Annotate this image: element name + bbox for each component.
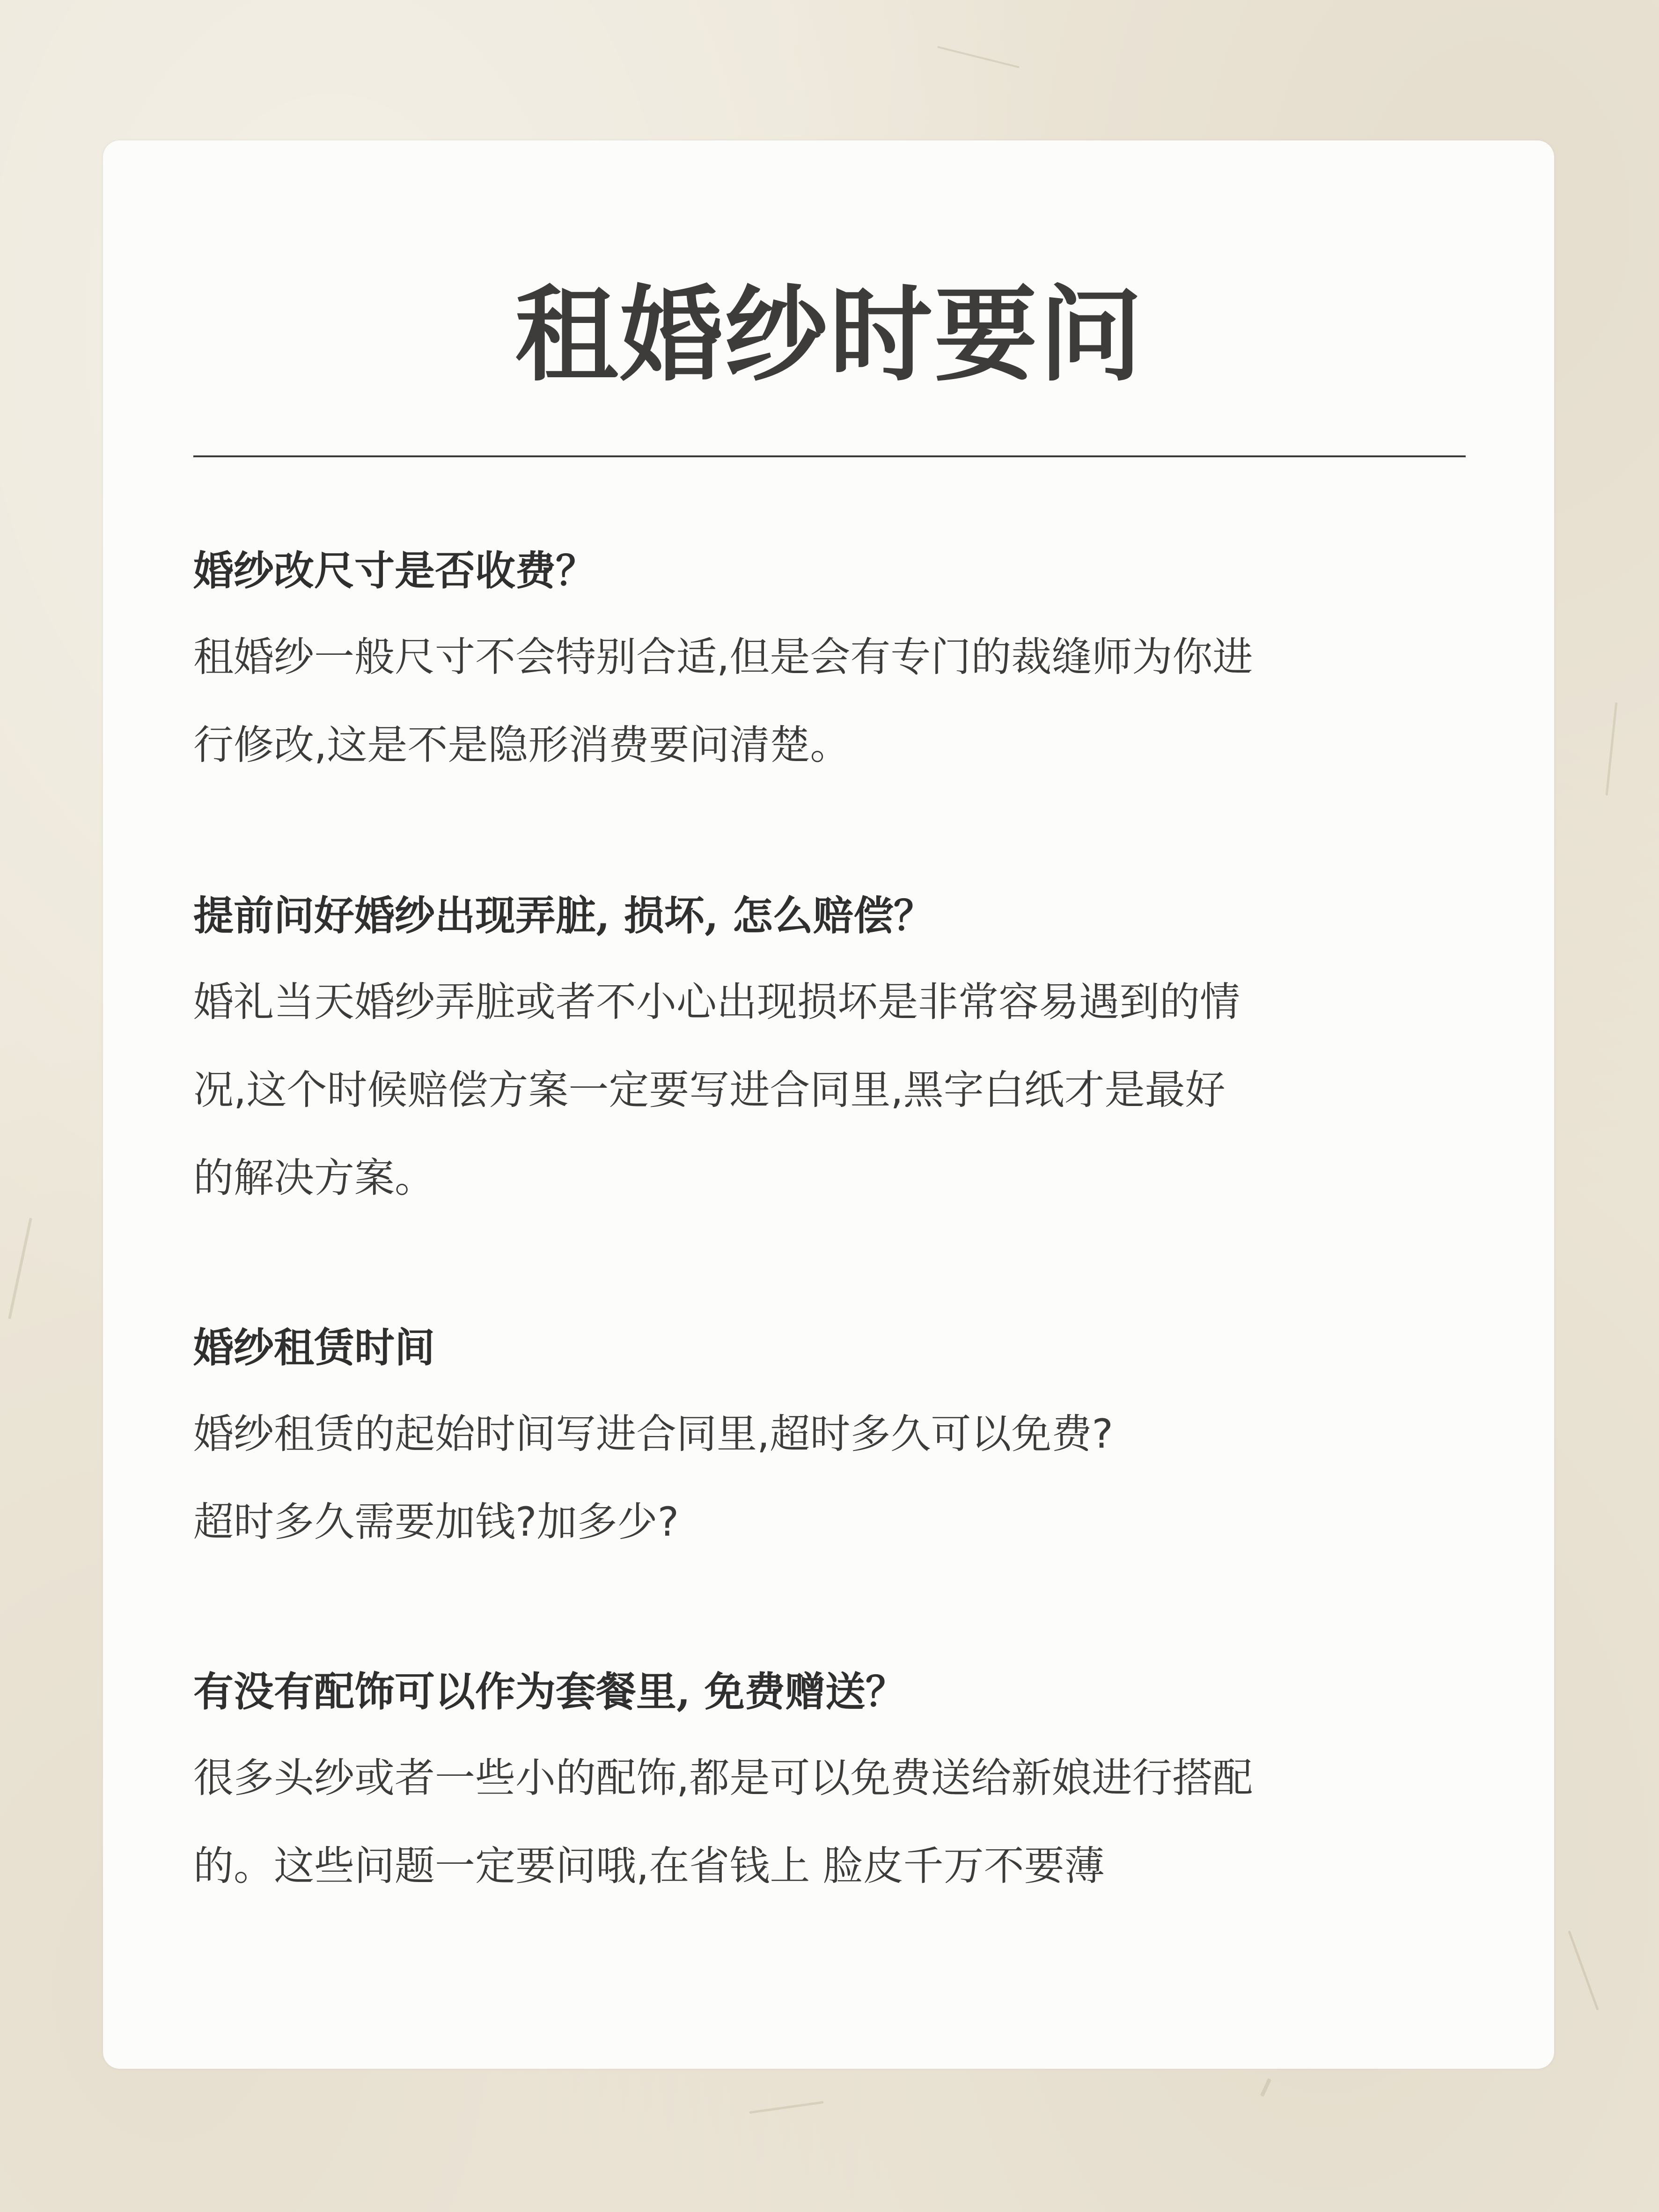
paper-fiber	[937, 46, 1020, 68]
paper-fiber	[1568, 1931, 1599, 2011]
section-damage-compensation	[193, 886, 1466, 1222]
answer-line: 婚纱租赁的起始时间写进合同里,超时多久可以免费?	[193, 1411, 1113, 1458]
answer-line: 超时多久需要加钱?加多少?	[193, 1499, 679, 1545]
section-answer	[193, 1390, 1466, 1566]
title-divider	[193, 455, 1466, 457]
page-title: 租婚纱时要问	[514, 274, 1144, 395]
section-answer	[193, 1734, 1466, 1910]
paper-fiber	[8, 1218, 32, 1319]
paper-fiber	[1606, 702, 1618, 795]
section-answer	[193, 958, 1466, 1222]
answer-line: 婚礼当天婚纱弄脏或者不小心出现损坏是非常容易遇到的情	[193, 979, 1240, 1025]
section-question: 婚纱改尺寸是否收费？	[193, 547, 596, 594]
paper-fiber	[749, 2101, 823, 2114]
answer-line: 行修改,这是不是隐形消费要问清楚。	[193, 722, 851, 769]
section-rental-period	[193, 1318, 1466, 1566]
answer-line: 很多头纱或者一些小的配饰,都是可以免费送给新娘进行搭配	[193, 1755, 1253, 1802]
answer-line: 租婚纱一般尺寸不会特别合适,但是会有专门的裁缝师为你进	[193, 634, 1253, 681]
section-answer	[193, 613, 1466, 789]
section-question: 提前问好婚纱出现弄脏, 损坏, 怎么赔偿？	[193, 892, 934, 939]
section-free-accessories	[193, 1662, 1466, 1910]
answer-line: 的解决方案。	[193, 1155, 435, 1201]
section-question: 婚纱租赁时间	[193, 1324, 435, 1371]
answer-line: 况,这个时候赔偿方案一定要写进合同里,黑字白纸才是最好	[193, 1067, 1226, 1113]
section-question: 有没有配饰可以作为套餐里, 免费赠送？	[193, 1668, 906, 1715]
answer-line: 的。这些问题一定要问哦,在省钱上 脸皮千万不要薄	[193, 1843, 1105, 1890]
section-size-alteration	[193, 541, 1466, 789]
paper-fiber	[1260, 2078, 1271, 2097]
